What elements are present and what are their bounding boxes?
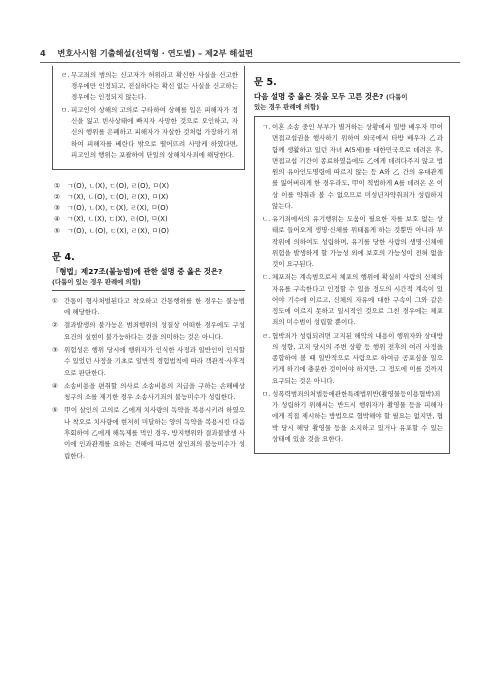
q4-option-3[interactable] xyxy=(52,345,245,379)
choice-text: ㄱ(O), ㄴ(X), ㄷ(O), ㄹ(O), ㅁ(X) xyxy=(67,181,169,190)
q5-statement-box xyxy=(254,116,450,454)
statement-marker: ㄷ. xyxy=(262,273,271,282)
answer-choice-4[interactable] xyxy=(54,214,245,225)
statement-text: 피고인이 상해의 고의로 구타하여 상해를 입은 피해자가 정신을 잃고 빈사상태에 빠지자 사망한 것으로 오인하고, 자신의 행위를 은폐하고 피해자가 자살한 것처럼 가장하기 위하여 피해자를 베란다 밖으로 떨어뜨려 사망케 하였다면, 피고인의 행위는 포괄하여 단일의 상해치사죄에 해당한다. xyxy=(71,106,238,159)
statement-text: 성폭력범죄의처벌등에관한특례법위반(촬영물등이용협박)죄가 성립하기 위해서는 반드시 행위자가 촬영물 등을 피해자에게 직접 제시하는 방법으로 협박해야 할 필요는 없지만, 협박 당시 해당 촬영물 등을 소지하고 있거나 유포할 수 있는 상태에 있을 것을 요한다. xyxy=(272,389,443,443)
question-5-number: 문 5. xyxy=(254,77,277,88)
left-column xyxy=(52,66,245,464)
choice-number: ③ xyxy=(54,204,61,213)
page-number: 4 xyxy=(40,48,46,58)
option-number: ② xyxy=(52,321,58,330)
choice-text: ㄱ(X), ㄴ(O), ㄷ(O), ㄹ(X), ㅁ(X) xyxy=(67,192,169,201)
answer-choice-1[interactable] xyxy=(54,181,245,192)
answer-choice-2[interactable] xyxy=(54,192,245,203)
question-stem-note: 있는 경우 판례에 의함) xyxy=(254,103,320,111)
statement-marker: ㄴ. xyxy=(262,215,271,223)
statement-text: 무고죄의 범의는 신고자가 허위라고 확신한 사실을 신고한 경우에만 인정되고, 진실하다는 확신 없는 사실을 신고하는 경우에는 인정되지 않는다. xyxy=(71,71,238,102)
option-number: ③ xyxy=(52,345,58,354)
choice-number: ① xyxy=(54,181,61,190)
q4-option-1[interactable] xyxy=(52,296,245,319)
statement-item-e xyxy=(262,389,443,445)
question-4-number: 문 4. xyxy=(52,251,75,263)
question-4-stem xyxy=(52,266,245,291)
choice-text: ㄱ(X), ㄴ(X), ㄷ(X), ㄹ(O), ㅁ(X) xyxy=(67,215,168,224)
choice-number: ⑤ xyxy=(54,226,61,235)
q3-answer-choices xyxy=(52,181,245,237)
statement-text: 이혼 소송 중인 부부가 별거하는 상황에서 일방 배우자 甲이 면접교섭권을 행사하기 위하여 외국에서 타방 배우자 乙과 함께 생활하고 있던 자녀 A(5세)를 대한민국으로 데려온 후, 면접교섭 기간이 종료하였음에도 乙에게 데려다주지 않고 법원의 유아인도명령에 따르지 않는 등 A와 乙 간의 유대관계를 잃어버리게 한 경우라도, 甲이 적법하게 A를 데려온 온 이상 이를 약취라 볼 수 없으므로 미성년자약취죄가 성립하지 않는다. xyxy=(272,123,443,210)
statement-item-a xyxy=(262,122,443,212)
option-text: 소송비용을 편취할 의사로 소송비용의 지급을 구하는 손해배상청구의 소를 제기한 경우 소송사기죄의 불능미수가 성립한다. xyxy=(64,381,245,402)
running-title: 변호사시험 기출해설(선택형 · 연도별) – 제2부 해설편 xyxy=(57,48,254,58)
statement-item-d xyxy=(61,70,238,103)
option-number: ④ xyxy=(52,381,58,390)
statement-text: 체포죄는 계속범으로서 체포의 행위에 확실히 사람의 신체의 자유를 구속한다고 인정할 수 있을 정도의 시간적 계속이 있어야 기수에 이르고, 신체의 자유에 대한 구속이 그와 같은 정도에 이르지 못하고 일시적인 것으로 그친 경우에는 체포죄의 미수범이 성립할 뿐이다. xyxy=(272,273,443,327)
statement-marker: ㅁ. xyxy=(262,389,271,398)
statement-item-e xyxy=(61,105,238,160)
statement-item-c xyxy=(262,272,443,328)
choice-text: ㄱ(O), ㄴ(X), ㄷ(X), ㄹ(X), ㅁ(O) xyxy=(67,204,169,213)
option-text: 간통이 형사처벌된다고 착오하고 간통행위를 한 경우는 불능범에 해당한다. xyxy=(64,296,245,317)
answer-choice-3[interactable] xyxy=(54,203,245,214)
statement-item-b xyxy=(262,214,443,270)
question-stem-text: 다음 설명 중 옳은 것을 모두 고른 것은? xyxy=(254,92,384,101)
statement-text: 협박죄가 성립되려면 고지된 해악의 내용이 행위자와 상대방의 성향, 고지 당시의 주변 상황 등 행위 전후의 여러 사정을 종합하여 볼 때 일반적으로 사람으로 하여금 공포심을 일으키게 하기에 충분한 것이어야 하지만, 그 정도에 이를 것까지 요구되는 것은 아니다. xyxy=(272,331,443,385)
option-text: 결과발생의 불가능은 범죄행위의 성질상 어떠한 경우에도 구성요건의 실현이 불가능하다는 것을 의미하는 것은 아니다. xyxy=(64,321,245,341)
question-5-stem xyxy=(254,91,450,102)
statement-marker: ㄱ. xyxy=(262,123,271,131)
option-text: 위험성은 행위 당시에 행위자가 인식한 사정과 일반인이 인식할 수 있었던 사정을 기초로 일반적 경험법칙에 따라 객관적·사후적으로 판단한다. xyxy=(64,345,245,377)
page-header xyxy=(40,48,460,62)
choice-text: ㄱ(O), ㄴ(O), ㄷ(X), ㄹ(X), ㅁ(O) xyxy=(67,226,169,235)
option-number: ① xyxy=(52,296,58,305)
question-stem-text: 「형법」제27조(불능범)에 관한 설명 중 옳은 것은? xyxy=(52,266,223,276)
header-rule xyxy=(40,62,460,63)
choice-number: ④ xyxy=(54,215,61,224)
statement-text: 유기죄에서의 유기행위는 도움이 필요한 자를 보호 없는 상태로 들어오게 생명·신체를 위태롭게 하는 것뿐만 아니라 부작위에 의하여도 성립하며, 유기를 당한 사람의 생명·신체에 위험을 발생하게 할 가능성 외에 보호의 가능성이 전혀 없을 것이 요구된다. xyxy=(272,215,443,268)
q4-option-4[interactable] xyxy=(52,381,245,404)
q3-statement-box xyxy=(52,66,245,170)
q4-option-5[interactable] xyxy=(52,405,245,461)
question-stem-note: (다툼이 있는 경우 판례에 의함) xyxy=(52,277,141,286)
answer-choice-5[interactable] xyxy=(54,226,245,237)
statement-item-d xyxy=(262,331,443,387)
statement-marker: ㄹ. xyxy=(262,331,271,340)
option-text: 甲이 살인의 고의로 乙에게 치사량의 독약을 복용시키려 하였으나 착오로 치사량에 현저히 미달하는 양의 독약을 복용시킨 다음 후회하여 乙에게 해독제를 먹인 경우, 방지행위와 결과불발생 사이에 인과관계를 요하는 견해에 따르면 살인죄의 불능미수가 성립한다. xyxy=(64,406,245,460)
question-stem-note-start: (다툼이 xyxy=(385,93,408,101)
statement-marker: ㅁ. xyxy=(61,106,70,115)
q4-option-2[interactable] xyxy=(52,320,245,343)
statement-marker: ㄹ. xyxy=(61,71,70,79)
option-number: ⑤ xyxy=(52,406,58,415)
right-column xyxy=(254,66,450,454)
choice-number: ② xyxy=(54,192,61,201)
